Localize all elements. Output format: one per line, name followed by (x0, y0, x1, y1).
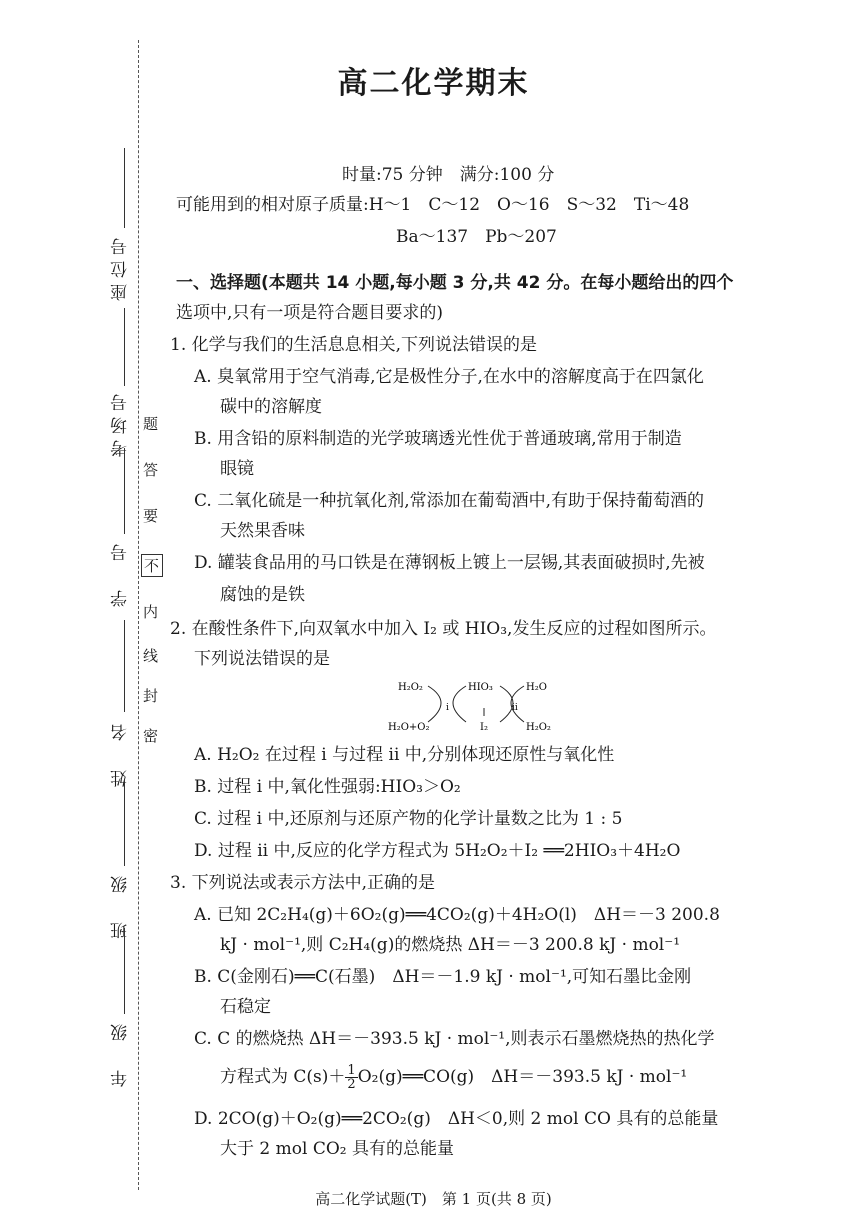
exam-room-line (124, 308, 125, 386)
q1-option-d: D. 罐装食品用的马口铁是在薄钢板上镀上一层锡,其表面破损时,先被 (194, 553, 705, 573)
diagram-process-ii: ii (512, 703, 518, 713)
class-label: 班 级 (111, 870, 131, 939)
q3-c-suffix: O₂(g)══CO(g) ΔH＝－393.5 kJ · mol⁻¹ (357, 1067, 688, 1087)
q2-stem-cont: 下列说法错误的是 (194, 649, 330, 669)
q1-option-a: A. 臭氧常用于空气消毒,它是极性分子,在水中的溶解度高于在四氯化 (194, 367, 704, 387)
q3-option-a-cont: kJ · mol⁻¹,则 C₂H₄(g)的燃烧热 ΔH＝－3 200.8 kJ · mol⁻¹ (220, 935, 681, 955)
section-heading-2: 选项中,只有一项是符合题目要求的) (176, 303, 444, 323)
seal-char-1: 密 (141, 728, 159, 743)
q1-option-b: B. 用含铅的原料制造的光学玻璃透光性优于普通玻璃,常用于制造 (194, 429, 682, 449)
q2-option-a: A. H₂O₂ 在过程 i 与过程 ii 中,分别体现还原性与氧化性 (194, 745, 615, 765)
seal-char-7: 答 (141, 462, 159, 477)
binding-dashed-line (138, 40, 139, 1190)
seal-char-6: 要 (141, 508, 159, 523)
diagram-tr: H₂O (526, 682, 547, 693)
atomic-mass-line-1: 可能用到的相对原子质量:H～1 C～12 O～16 S～32 Ti～48 (176, 195, 690, 215)
q3-option-c-cont (220, 1062, 687, 1092)
q2-option-c: C. 过程 i 中,还原剂与还原产物的化学计量数之比为 1 : 5 (194, 809, 623, 829)
seat-number-line (124, 148, 125, 228)
section-heading-1: 一、选择题(本题共 14 小题,每小题 3 分,共 42 分。在每小题给出的四个 (176, 273, 734, 293)
exam-room-label: 考场号 (111, 388, 131, 457)
atomic-mass-line-2: Ba～137 Pb～207 (396, 227, 557, 247)
class-line (124, 780, 125, 866)
fraction-numerator: 1 (347, 1063, 356, 1078)
name-line (124, 620, 125, 712)
seat-number-label: 座位号 (111, 232, 131, 301)
diagram-tc: HIO₃ (468, 682, 493, 693)
q1-option-a-cont: 碳中的溶解度 (220, 397, 322, 417)
diagram-bl: H₂O+O₂ (388, 722, 430, 733)
q3-option-b-cont: 石稳定 (220, 997, 271, 1017)
q1-option-b-cont: 眼镜 (220, 459, 254, 479)
page-title: 高二化学期末 (337, 66, 530, 101)
q1-option-c-cont: 天然果香味 (220, 521, 305, 541)
diagram-br: H₂O₂ (526, 722, 551, 733)
q2-option-d: D. 过程 ii 中,反应的化学方程式为 5H₂O₂＋I₂ ══2HIO₃＋4H₂O (194, 841, 681, 861)
seal-char-2: 封 (141, 688, 159, 703)
q3-option-c: C. C 的燃烧热 ΔH＝－393.5 kJ · mol⁻¹,则表示石墨燃烧热的热化学 (194, 1029, 715, 1049)
q3-c-prefix: 方程式为 C(s)＋ (220, 1067, 346, 1087)
seal-char-4: 内 (141, 604, 159, 619)
q1-stem: 1. 化学与我们的生活息息相关,下列说法错误的是 (170, 335, 538, 355)
diagram-bc: I₂ (480, 722, 488, 733)
seal-char-5: 不 (141, 554, 163, 577)
diagram-tl: H₂O₂ (398, 682, 423, 693)
arc-left-in (428, 686, 441, 722)
q1-option-c: C. 二氧化硫是一种抗氧化剂,常添加在葡萄酒中,有助于保持葡萄酒的 (194, 491, 705, 511)
q2-option-b: B. 过程 i 中,氧化性强弱:HIO₃＞O₂ (194, 777, 461, 797)
half-fraction (345, 1064, 357, 1091)
reaction-cycle-diagram (388, 672, 568, 742)
seal-char-3: 线 (141, 648, 159, 663)
q2-stem: 2. 在酸性条件下,向双氧水中加入 I₂ 或 HIO₃,发生反应的过程如图所示。 (170, 619, 717, 639)
time-info: 时量:75 分钟 满分:100 分 (342, 165, 555, 185)
q3-stem: 3. 下列说法或表示方法中,正确的是 (170, 873, 436, 893)
q3-option-a: A. 已知 2C₂H₄(g)＋6O₂(g)══4CO₂(g)＋4H₂O(l) ΔH＝－3 200.8 (194, 905, 720, 925)
grade-line (124, 928, 125, 1014)
grade-label: 年 级 (111, 1018, 131, 1087)
name-label: 姓 名 (111, 718, 131, 787)
q3-option-d-cont: 大于 2 mol CO₂ 具有的总能量 (220, 1139, 454, 1159)
arc-left-out (453, 686, 466, 722)
seal-char-8: 题 (141, 416, 159, 431)
page-footer: 高二化学试题(T) 第 1 页(共 8 页) (315, 1190, 552, 1208)
fraction-denominator: 2 (347, 1077, 356, 1092)
student-id-label: 学 号 (111, 538, 131, 607)
q1-option-d-cont: 腐蚀的是铁 (220, 585, 305, 605)
q3-option-d: D. 2CO(g)＋O₂(g)══2CO₂(g) ΔH＜0,则 2 mol CO 具有的总能量 (194, 1109, 719, 1129)
diagram-process-i: i (446, 703, 449, 713)
student-id-line (124, 448, 125, 534)
q3-option-b: B. C(金刚石)══C(石墨) ΔH＝－1.9 kJ · mol⁻¹,可知石墨比金刚 (194, 967, 692, 987)
